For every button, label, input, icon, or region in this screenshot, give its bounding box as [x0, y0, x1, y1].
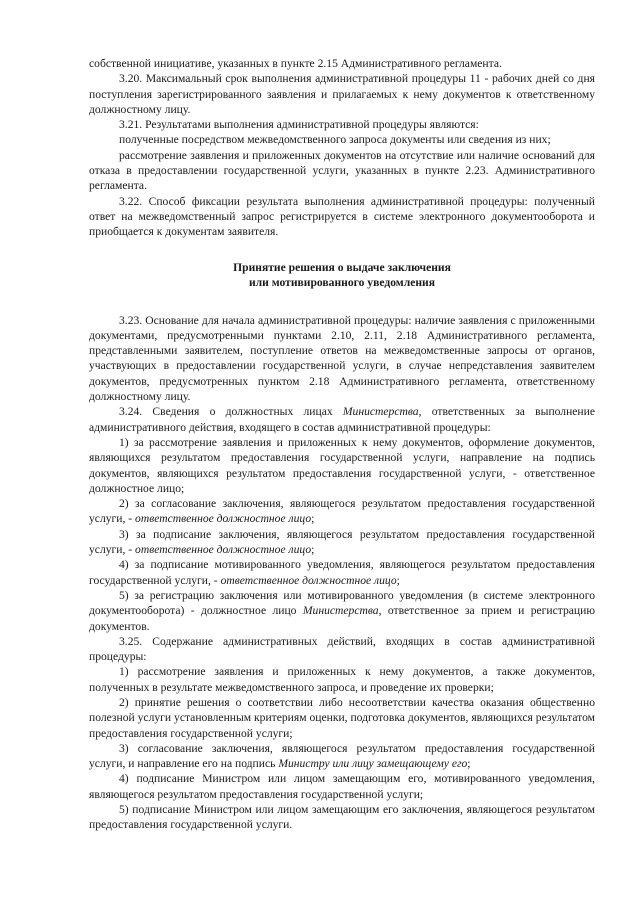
paragraph-3-25-item-3 [89, 741, 595, 772]
p325-item-3-text-a: 3) согласование заключения, являющегося результатом предоставления государственной услуги, и направление его на подпись [89, 741, 595, 771]
paragraph-3-24-item-2 [89, 496, 595, 527]
item-2-text-b: ответственное должностное лицо [135, 512, 312, 526]
paragraph-3-24-text-c: , ответственных за выполнение административного действия, входящего в состав административной процедуры: [89, 405, 595, 434]
paragraph-3-24-text-b: Министерства [342, 405, 419, 419]
paragraph-3-22: 3.22. Способ фиксации результата выполнения административной процедуры: полученный ответ на межведомственный запрос регистрируется в системе электронного документооборота и приобщается к документам заявителя. [89, 194, 595, 239]
item-3-text-b: ответственное должностное лицо [135, 543, 312, 557]
paragraph-3-25: 3.25. Содержание административных действий, входящих в состав административной процедуры: [89, 634, 595, 664]
item-4-text-b: ответственное должностное лицо [220, 573, 397, 587]
paragraph-continuation: собственной инициативе, указанных в пункте 2.15 Административного регламента. [89, 57, 502, 70]
paragraph-3-24-item-4 [89, 557, 595, 588]
paragraph-3-25-item-4: 4) подписание Министром или лицом замещающим его, мотивированного уведомления, являющегося результатом предоставления государственной услуги; [89, 772, 595, 801]
item-2-text-a: 2) за согласование заключения, являющегося результатом предоставления государственной услуги, - [89, 497, 595, 526]
section-heading-line-1: Принятие решения о выдаче заключения [233, 260, 451, 274]
p325-item-3-text-b: Министру или лицу замещающему его [278, 757, 468, 771]
paragraph-3-21-item-1: полученные посредством межведомственного запроса документы или сведения из них; [119, 133, 551, 147]
section-heading-line-2: или мотивированного уведомления [249, 276, 435, 290]
item-5-text-c: , ответственное за прием и регистрацию документов. [89, 604, 595, 633]
paragraph-3-24-item-5 [89, 588, 595, 634]
item-3-text-a: 3) за подписание заключения, являющегося результатом предоставления государственной услуги, - [89, 527, 595, 557]
paragraph-3-24-item-3 [89, 527, 595, 558]
paragraph-3-24-text-a: 3.24. Сведения о должностных лицах [119, 405, 343, 419]
p325-item-3-text-c: ; [467, 757, 471, 771]
paragraph-3-21: 3.21. Результатами выполнения административной процедуры являются: [119, 118, 479, 132]
document-page [89, 56, 595, 833]
item-5-text-a: 5) за регистрацию заключения или мотивированного уведомления (в системе электронного документооборота) - должностное лицо [89, 588, 595, 618]
item-5-text-b: Министерства [302, 604, 379, 618]
paragraph-3-20: 3.20. Максимальный срок выполнения административной процедуры 11 - рабочих дней со дня поступления зарегистрированного заявления и прилагаемых к нему документов к ответственному должностному лицу. [89, 72, 595, 116]
paragraph-3-24 [89, 404, 595, 435]
item-4-text-c: ; [396, 573, 400, 587]
paragraph-3-23: 3.23. Основание для начала административной процедуры: наличие заявления с приложенными документами, предусмотренными пунктами 2.10, 2.11, 2.18 Административного регламента, представленными заявителем, поступление ответов на межведомственные запросы от органов, участвующих в предоставлении государственной услуги, в случае непредставления заявителем документов, предусмотренных пунктом 2.18 Административного регламента, ответственному должностному лицу. [89, 313, 595, 404]
item-3-text-c: ; [311, 543, 315, 557]
paragraph-3-25-item-5: 5) подписание Министром или лицом замещающим его заключения, являющегося результатом предоставления государственной услуги. [89, 803, 595, 832]
paragraph-3-25-item-2: 2) принятие решения о соответствии либо несоответствии качества оказания общественно полезной услуги установленным критериям оценки, подготовка документов, являющихся результатом предоставления государственной услуги; [89, 695, 595, 740]
item-2-text-c: ; [311, 512, 315, 526]
paragraph-3-24-item-1: 1) за рассмотрение заявления и приложенных к нему документов, оформление документов, являющихся результатом предоставления государственной услуги, направление на подпись документов, являющихся результатом предоставления государственной услуги, - ответственное должностное лицо; [89, 435, 595, 495]
section-heading [89, 260, 595, 291]
item-4-text-a: 4) за подписание мотивированного уведомления, являющегося результатом предоставления государственной услуги, - [89, 558, 595, 587]
paragraph-3-21-item-2: рассмотрение заявления и приложенных документов на отсутствие или наличие оснований для отказа в предоставлении государственной услуги, указанных в пункте 2.23. Административного регламента. [89, 148, 595, 193]
paragraph-3-25-item-1: 1) рассмотрение заявления и приложенных к нему документов, а также документов, полученных в результате межведомственного запроса, и проведение их проверки; [89, 665, 595, 694]
